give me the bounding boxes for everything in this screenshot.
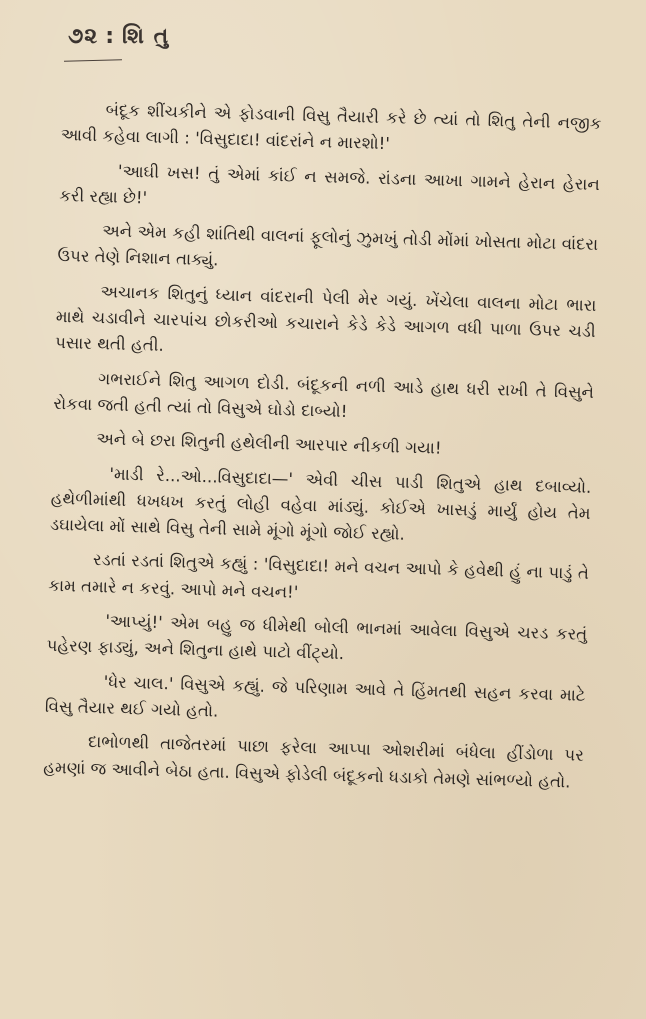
paragraph: બંદૂક શીંચકીને એ ફોડવાની વિસુ તૈયારી કરે છે ત્યાં તો શિતુ તેની નજીક આવી કહેવા લાગી : 'વિસુદાદા! વાંદરાંને ન મારશો!' — [60, 100, 602, 154]
body-text — [43, 96, 602, 804]
book-title: શિ તુ — [122, 24, 170, 49]
paragraph: અને એમ કહી શાંતિથી વાલનાં ફૂલોનું ઝુમખું તોડી મોંમાં ખોસતા મોટા વાંદરા ઉપર તેણે નિશાન તાક્યું. — [57, 221, 599, 270]
paragraph: 'માડી રે...ઓ...વિસુદાદા—' એવી ચીસ પાડી શિતુએ હાથ દબાવ્યો. હથેળીમાંથી ધખધખ કરતું લોહી વહેવા માંડ્યું. કોઈએ ખાસડું માર્યું હોય તેમ ડઘાયેલા મોં સાથે વિસુ તેની સામે મૂંગો મૂંગો જોઈ રહ્યો. — [49, 464, 592, 544]
running-header — [68, 24, 169, 49]
header-underline — [64, 59, 122, 62]
paragraph: અને બે છરા શિતુની હથેલીની આરપાર નીકળી ગયા! — [96, 429, 442, 458]
page-number: ૭૨ — [68, 24, 99, 49]
paragraph: 'આપ્યું!' એમ બહુ જ ધીમેથી બોલી ભાનમાં આવેલા વિસુએ ચરડ કરતું પહેરણ ફાડ્યું, અને શિતુના હાથે પાટો વીંટ્યો. — [46, 611, 588, 664]
paragraph: ગભરાઈને શિતુ આગળ દોડી. બંદૂકની નળી આડે હાથ ધરી રાખી તે વિસુને રોકવા જતી હતી ત્યાં તો વિસુએ ઘોડો દાબ્યો! — [53, 368, 595, 422]
paragraph: 'આઘી ખસ! તું એમાં કાંઈ ન સમજે. રાંડના આખા ગામને હેરાન હેરાન કરી રહ્યા છે!' — [58, 161, 601, 208]
paragraph: અચાનક શિતુનું ધ્યાન વાંદરાની પેલી મેર ગયું. ખેંચેલા વાલના મોટા ભારા માથે ચડાવીને ચારપાંચ છોકરીઓ કચારાને કેડે કેડે આગળ વધી પાળા ઉપર ચડી પસાર થતી હતી. — [54, 281, 597, 356]
header-separator: : — [105, 24, 116, 49]
paragraph: દાભોળથી તાજેતરમાં પાછા ફરેલા આપ્પા ઓશરીમાં બંધેલા હીંડોળા પર હમણાં જ આવીને બેઠા હતા. વિસુએ ફોડેલી બંદૂકનો ધડાકો તેમણે સાંભળ્યો હતો. — [42, 732, 585, 791]
paragraph: 'ધેર ચાલ.' વિસુએ કહ્યું. જે પરિણામ આવે તે હિંમતથી સહન કરવા માટે વિસુ તૈયાર થઈ ગયો હતો. — [44, 672, 586, 721]
paragraph: રડતાં રડતાં શિતુએ કહ્યું : 'વિસુદાદા! મને વચન આપો કે હવેથી હું ના પાડું તે કામ તમારે ન કરવું. આપો મને વચન!' — [48, 550, 590, 602]
